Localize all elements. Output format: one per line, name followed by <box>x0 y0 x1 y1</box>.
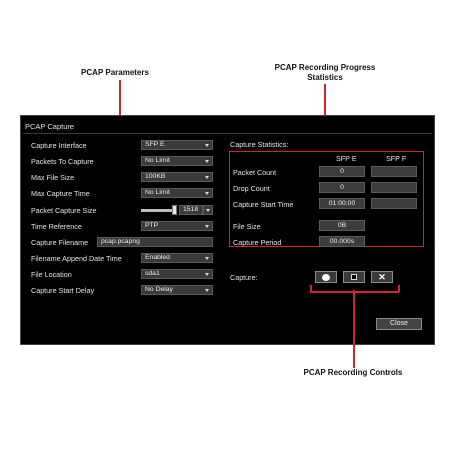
label-capture-period: Capture Period <box>233 238 282 247</box>
file-location-value: sda1 <box>145 270 160 277</box>
label-capture-interface: Capture Interface <box>31 141 87 150</box>
chevron-down-icon <box>205 176 209 179</box>
chevron-down-icon <box>206 209 210 212</box>
stop-button[interactable] <box>343 271 365 283</box>
max-capture-time-select[interactable] <box>141 188 213 198</box>
packet-capture-size-input[interactable]: 1518 <box>179 205 203 215</box>
packet-capture-size-slider[interactable] <box>141 209 175 212</box>
file-size-sfp-e: 0B <box>319 220 365 231</box>
max-file-size-select[interactable] <box>141 172 213 182</box>
packet-count-sfp-e: 0 <box>319 166 365 177</box>
chevron-down-icon <box>205 160 209 163</box>
annotation-pcap-parameters: PCAP Parameters <box>81 68 149 77</box>
panel-title: PCAP Capture <box>25 122 75 131</box>
label-drop-count: Drop Count <box>233 184 270 193</box>
label-capture-start-delay: Capture Start Delay <box>31 286 95 295</box>
packets-to-capture-value: No Limit <box>145 157 170 164</box>
annotation-recording-progress: PCAP Recording Progress Statistics <box>274 63 376 82</box>
filename-append-date-time-value: Enabled <box>145 254 170 261</box>
capture-start-time-sfp-e: 01:00:00 <box>319 198 365 209</box>
label-packet-count: Packet Count <box>233 168 277 177</box>
record-button[interactable] <box>315 271 337 283</box>
callout-controls-bar <box>310 291 399 293</box>
capture-start-delay-select[interactable] <box>141 285 213 295</box>
label-file-location: File Location <box>31 270 72 279</box>
capture-statistics-heading: Capture Statistics: <box>230 140 289 149</box>
chevron-down-icon <box>205 289 209 292</box>
chevron-down-icon <box>205 273 209 276</box>
stats-col-sfp-e: SFP E <box>336 154 357 163</box>
stats-col-sfp-f: SFP F <box>386 154 407 163</box>
capture-start-delay-value: No Delay <box>145 286 173 293</box>
file-location-select[interactable] <box>141 269 213 279</box>
chevron-down-icon <box>205 192 209 195</box>
packets-to-capture-select[interactable] <box>141 156 213 166</box>
cancel-capture-button[interactable] <box>371 271 393 283</box>
slider-handle[interactable] <box>172 205 177 215</box>
capture-interface-select[interactable] <box>141 140 213 150</box>
time-reference-select[interactable] <box>141 221 213 231</box>
packet-capture-size-spinner[interactable] <box>203 205 213 215</box>
chevron-down-icon <box>205 225 209 228</box>
label-file-size: File Size <box>233 222 261 231</box>
label-max-file-size: Max File Size <box>31 173 75 182</box>
max-file-size-value: 100KB <box>145 173 166 180</box>
callout-controls-stem <box>353 290 355 368</box>
packet-count-sfp-f <box>371 166 417 177</box>
panel-title-divider <box>23 133 432 134</box>
capture-controls-label: Capture: <box>230 273 258 282</box>
pcap-capture-panel <box>20 115 435 345</box>
label-capture-filename: Capture Filename <box>31 238 89 247</box>
chevron-down-icon <box>205 257 209 260</box>
label-time-reference: Time Reference <box>31 222 82 231</box>
capture-filename-input[interactable]: pcap.pcapng <box>97 237 213 247</box>
label-packets-to-capture: Packets To Capture <box>31 157 94 166</box>
close-icon: ✕ <box>378 272 386 282</box>
capture-start-time-sfp-f <box>371 198 417 209</box>
drop-count-sfp-f <box>371 182 417 193</box>
annotation-recording-controls: PCAP Recording Controls <box>303 368 403 377</box>
filename-append-date-time-select[interactable] <box>141 253 213 263</box>
record-icon <box>322 274 330 281</box>
label-packet-capture-size: Packet Capture Size <box>31 206 97 215</box>
label-filename-append-date-time: Filename Append Date Time <box>31 254 122 263</box>
stop-icon <box>351 274 357 280</box>
capture-interface-value: SFP E <box>145 141 165 148</box>
label-capture-start-time: Capture Start Time <box>233 200 294 209</box>
time-reference-value: PTP <box>145 222 159 229</box>
drop-count-sfp-e: 0 <box>319 182 365 193</box>
chevron-down-icon <box>205 144 209 147</box>
label-max-capture-time: Max Capture Time <box>31 189 90 198</box>
capture-period-sfp-e: 00.000s <box>319 236 365 247</box>
close-button[interactable]: Close <box>376 318 422 330</box>
max-capture-time-value: No Limit <box>145 189 170 196</box>
